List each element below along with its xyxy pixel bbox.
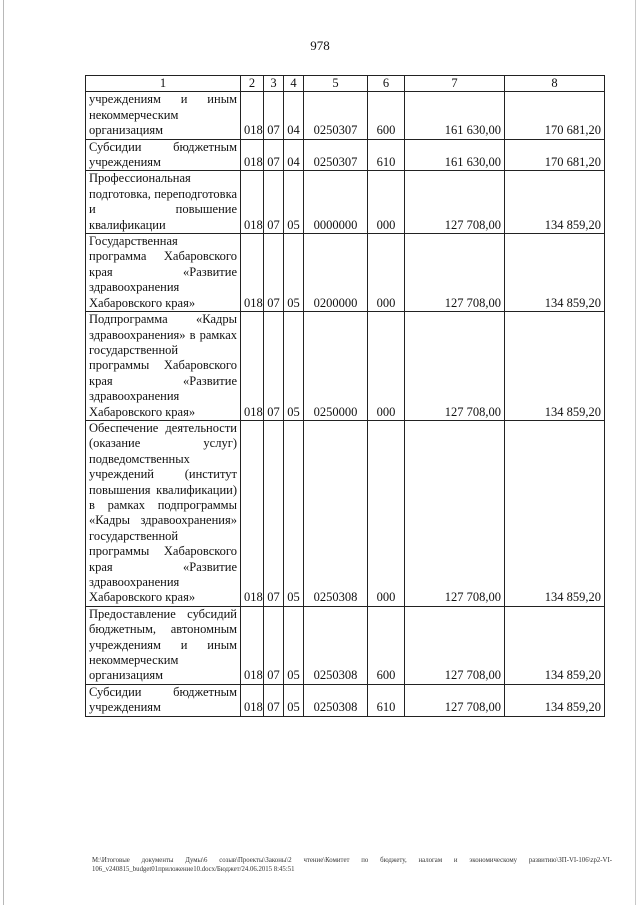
row-amount-7: 127 708,00 — [405, 312, 505, 421]
row-code-3: 07 — [264, 234, 284, 312]
table-row — [86, 92, 605, 139]
row-amount-7: 127 708,00 — [405, 684, 505, 716]
row-code-3: 07 — [264, 171, 284, 234]
header-cell: 1 — [86, 76, 241, 92]
row-code-5: 0250307 — [304, 92, 368, 139]
row-code-5: 0250000 — [304, 312, 368, 421]
row-code-3: 07 — [264, 92, 284, 139]
budget-table — [85, 75, 605, 717]
row-amount-7: 161 630,00 — [405, 139, 505, 171]
row-name: учреждениям и иным некоммерческим организациям — [86, 92, 241, 139]
row-code-5: 0000000 — [304, 171, 368, 234]
row-code-6: 000 — [368, 234, 405, 312]
header-cell: 3 — [264, 76, 284, 92]
row-amount-8: 134 859,20 — [505, 312, 605, 421]
table-header-row — [86, 76, 605, 92]
row-code-6: 600 — [368, 606, 405, 684]
row-code-4: 05 — [284, 312, 304, 421]
header-cell: 2 — [241, 76, 264, 92]
table-row — [86, 171, 605, 234]
row-amount-7: 161 630,00 — [405, 92, 505, 139]
row-code-4: 05 — [284, 171, 304, 234]
row-code-2: 018 — [241, 92, 264, 139]
row-amount-7: 127 708,00 — [405, 171, 505, 234]
page-number: 978 — [310, 38, 330, 53]
row-amount-8: 134 859,20 — [505, 234, 605, 312]
header-cell: 4 — [284, 76, 304, 92]
row-code-6: 000 — [368, 312, 405, 421]
row-code-2: 018 — [241, 312, 264, 421]
row-code-5: 0250307 — [304, 139, 368, 171]
header-cell: 5 — [304, 76, 368, 92]
row-amount-8: 170 681,20 — [505, 139, 605, 171]
footer-file-path: M:\Итоговые документы Думы\6 созыв\Проекты\Законы\2 чтение\Комитет по бюджету, налогам и экономическому развитию\ЗП-VI-106\zp2-VI-106_v240815_budget01приложение10.docx/Бюджет/24.06.2015 8:45:51 — [92, 857, 612, 873]
table-row — [86, 234, 605, 312]
row-code-2: 018 — [241, 684, 264, 716]
row-amount-7: 127 708,00 — [405, 420, 505, 606]
table-row — [86, 420, 605, 606]
row-amount-8: 134 859,20 — [505, 420, 605, 606]
row-amount-8: 170 681,20 — [505, 92, 605, 139]
row-code-5: 0250308 — [304, 606, 368, 684]
row-code-4: 05 — [284, 420, 304, 606]
row-name: Предоставление субсидий бюджетным, автономным учреждениям и иным некоммерческим организациям — [86, 606, 241, 684]
row-code-2: 018 — [241, 234, 264, 312]
row-code-2: 018 — [241, 420, 264, 606]
row-name: Государственная программа Хабаровского края «Развитие здравоохранения Хабаровского края» — [86, 234, 241, 312]
row-code-2: 018 — [241, 139, 264, 171]
row-name: Подпрограмма «Кадры здравоохранения» в рамках государственной программы Хабаровского края «Развитие здравоохранения Хабаровского края» — [86, 312, 241, 421]
row-code-6: 610 — [368, 684, 405, 716]
row-name: Профессиональная подготовка, переподготовка и повышение квалификации — [86, 171, 241, 234]
row-code-2: 018 — [241, 171, 264, 234]
row-code-3: 07 — [264, 684, 284, 716]
row-name: Обеспечение деятельности (оказание услуг) подведомственных учреждений (институт повышения квалификации) в рамках подпрограммы «Кадры здравоохранения» государственной программы Хабаровского края «Развитие здравоохранения Хабаровского края» — [86, 420, 241, 606]
row-code-4: 05 — [284, 684, 304, 716]
row-code-4: 05 — [284, 234, 304, 312]
row-code-6: 000 — [368, 420, 405, 606]
row-code-3: 07 — [264, 606, 284, 684]
row-name: Субсидии бюджетным учреждениям — [86, 139, 241, 171]
row-code-5: 0250308 — [304, 420, 368, 606]
table-row — [86, 684, 605, 716]
row-code-4: 04 — [284, 92, 304, 139]
table-row — [86, 139, 605, 171]
row-code-4: 04 — [284, 139, 304, 171]
scan-edge-left — [3, 0, 4, 905]
header-cell: 7 — [405, 76, 505, 92]
row-amount-8: 134 859,20 — [505, 171, 605, 234]
row-amount-7: 127 708,00 — [405, 606, 505, 684]
row-code-6: 000 — [368, 171, 405, 234]
row-code-4: 05 — [284, 606, 304, 684]
header-cell: 6 — [368, 76, 405, 92]
table-row — [86, 312, 605, 421]
row-code-3: 07 — [264, 139, 284, 171]
row-code-2: 018 — [241, 606, 264, 684]
row-name: Субсидии бюджетным учреждениям — [86, 684, 241, 716]
row-amount-7: 127 708,00 — [405, 234, 505, 312]
row-code-6: 610 — [368, 139, 405, 171]
scan-edge-right — [635, 0, 636, 905]
row-amount-8: 134 859,20 — [505, 606, 605, 684]
table-row — [86, 606, 605, 684]
row-code-5: 0250308 — [304, 684, 368, 716]
header-cell: 8 — [505, 76, 605, 92]
row-code-3: 07 — [264, 312, 284, 421]
row-amount-8: 134 859,20 — [505, 684, 605, 716]
row-code-5: 0200000 — [304, 234, 368, 312]
row-code-6: 600 — [368, 92, 405, 139]
row-code-3: 07 — [264, 420, 284, 606]
